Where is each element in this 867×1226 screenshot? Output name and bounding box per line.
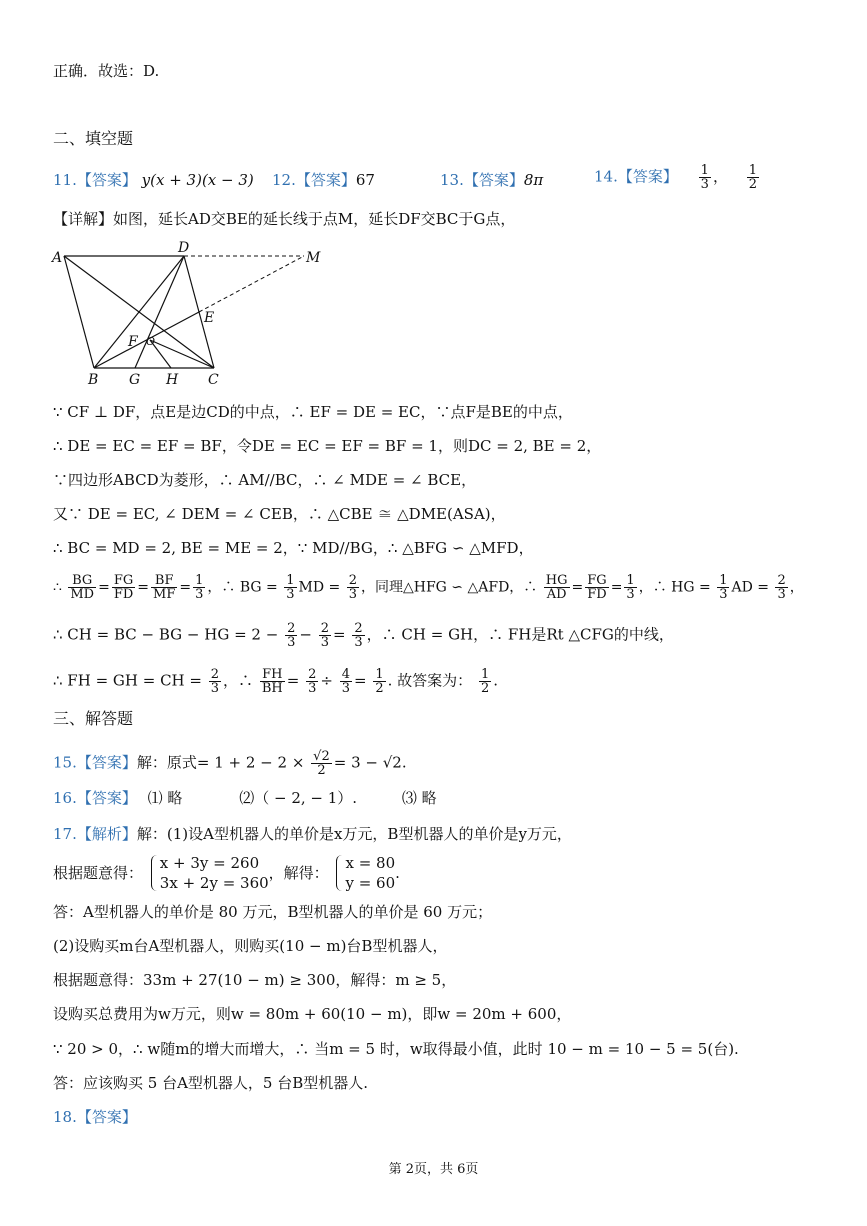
answer-13 [440, 169, 543, 191]
rhombus-figure [50, 240, 330, 390]
question-number: 13. [440, 171, 464, 189]
fraction: $\frac{1}{2}$ [748, 163, 758, 192]
answer-value: 8π [523, 171, 544, 189]
point-label-C: C [208, 372, 219, 388]
question-17-line-6: 设购买总费用为w万元，则w = 80m + 60(10 − m)，即w = 20m + 600， [53, 1005, 572, 1023]
separator: ， [712, 167, 728, 186]
question-17-line-5: 根据题意得：33m + 27(10 − m) ≥ 300，解得：m ≥ 5， [53, 971, 457, 989]
page-footer: 第 2页，共 6页 [388, 1162, 479, 1177]
question-17-line-1: 17.【解析】解：(1)设A型机器人的单价是x万元，B型机器人的单价是y万元， [53, 825, 572, 843]
answer-14 [594, 164, 761, 191]
answer-tag: 【答案】 [295, 171, 356, 189]
section-heading-solutions: 三、解答题 [53, 709, 134, 728]
point-label-F: F [128, 334, 138, 350]
question-17-equations: 根据题意得： x + 3y = 260 3x + 2y = 360 ，解得： x = 80 y = 60 . [53, 854, 400, 892]
solution-step-1: ∵ CF ⊥ DF，点E是边CD的中点，∴ EF = DE = EC，∵点F是BE的中点， [53, 403, 573, 421]
question-17-line-4: (2)设购买m台A型机器人，则购买(10 − m)台B型机器人， [53, 937, 448, 955]
solution-system: x = 80 y = 60 [333, 853, 395, 893]
question-number: 14. [594, 167, 618, 186]
point-label-D: D [178, 240, 190, 256]
answer-tag: 【答案】 [463, 171, 524, 189]
solution-step-5: ∴ BC = MD = 2, BE = ME = 2，∵ MD//BG，∴ △BFG ∽ △MFD， [53, 539, 534, 557]
previous-answer-tail: 正确．故选：D. [53, 62, 160, 80]
equation-system: x + 3y = 260 3x + 2y = 360 [148, 853, 269, 893]
answer-value: 67 [355, 171, 375, 189]
answer-11 [53, 169, 254, 191]
question-17-line-3: 答：A型机器人的单价是 80 万元，B型机器人的单价是 60 万元； [53, 903, 493, 921]
answer-value: y(x + 3)(x − 3) [141, 171, 254, 189]
point-label-M: M [306, 250, 321, 266]
point-label-B: B [88, 372, 99, 388]
question-15-answer: 15.【答案】解：原式= 1 + 2 − 2 × $\frac{√2}{2}$ = 3 − √2. [53, 749, 407, 778]
point-label-G: G [129, 372, 141, 388]
solution-step-8: ∴ FH = GH = CH = $\frac{2}{3}$ ，∴ $\frac{FH}{BH}$ = $\frac{2}{3}$ ÷ $\frac{4}{3}$ = $\frac{1}{2}$ . 故答案为： $\frac{1}{2}$ . [53, 667, 499, 696]
solution-step-2: ∴ DE = EC = EF = BF，令DE = EC = EF = BF = 1，则DC = 2, BE = 2， [53, 437, 602, 455]
solution-step-7: ∴ CH = BC − BG − HG = 2 − $\frac{2}{3}$ − $\frac{2}{3}$ = $\frac{2}{3}$ ，∴ CH = GH，∴ FH是Rt △CFG的中线， [53, 621, 674, 650]
point-label-H: H [166, 372, 179, 388]
detail-intro: 【详解】如图，延长AD交BE的延长线于点M，延长DF交BC于G点， [53, 210, 516, 228]
question-number: 12. [272, 171, 296, 189]
question-17-line-8: 答：应该购买 5 台A型机器人，5 台B型机器人. [53, 1074, 369, 1092]
question-18-answer: 18.【答案】 [53, 1108, 137, 1126]
point-label-O: O [146, 335, 156, 348]
question-16-answer: 16.【答案】 ⑴ 略 ⑵（ − 2, − 1）. ⑶ 略 [53, 789, 437, 807]
answer-tag: 【答案】 [76, 171, 137, 189]
solution-step-3: ∵四边形ABCD为菱形，∴ AM//BC，∴ ∠ MDE = ∠ BCE， [53, 471, 477, 489]
answer-tag: 【答案】 [617, 167, 678, 186]
fraction: $\frac{1}{3}$ [700, 163, 709, 192]
point-label-A: A [52, 250, 63, 266]
question-17-line-7: ∵ 20 > 0，∴ w随m的增大而增大，∴ 当m = 5 时，w取得最小值，此时 10 − m = 10 − 5 = 5(台). [53, 1040, 739, 1058]
solution-step-4: 又∵ DE = EC, ∠ DEM = ∠ CEB，∴ △CBE ≅ △DME(ASA)， [53, 505, 506, 523]
answer-12 [272, 169, 375, 191]
solution-step-6: ∴ $\frac{BG}{MD}$ = $\frac{FG}{FD}$ = $\frac{BF}{MF}$ = $\frac{1}{3}$ ，∴ BG = $\frac{1}{3}$ MD = $\frac{2}{3}$ ，同理△HFG ∽ △AFD，∴ $\frac{HG}{AD}$ = $\frac{FG}{FD}$ = $\frac{1}{3}$ ，∴ HG = $\frac{1}{3}$ AD = $\frac{2}{3}$ ， [53, 573, 804, 602]
question-number: 11. [53, 171, 77, 189]
point-label-E: E [204, 310, 215, 326]
section-heading-fill-blank: 二、填空题 [53, 129, 134, 148]
